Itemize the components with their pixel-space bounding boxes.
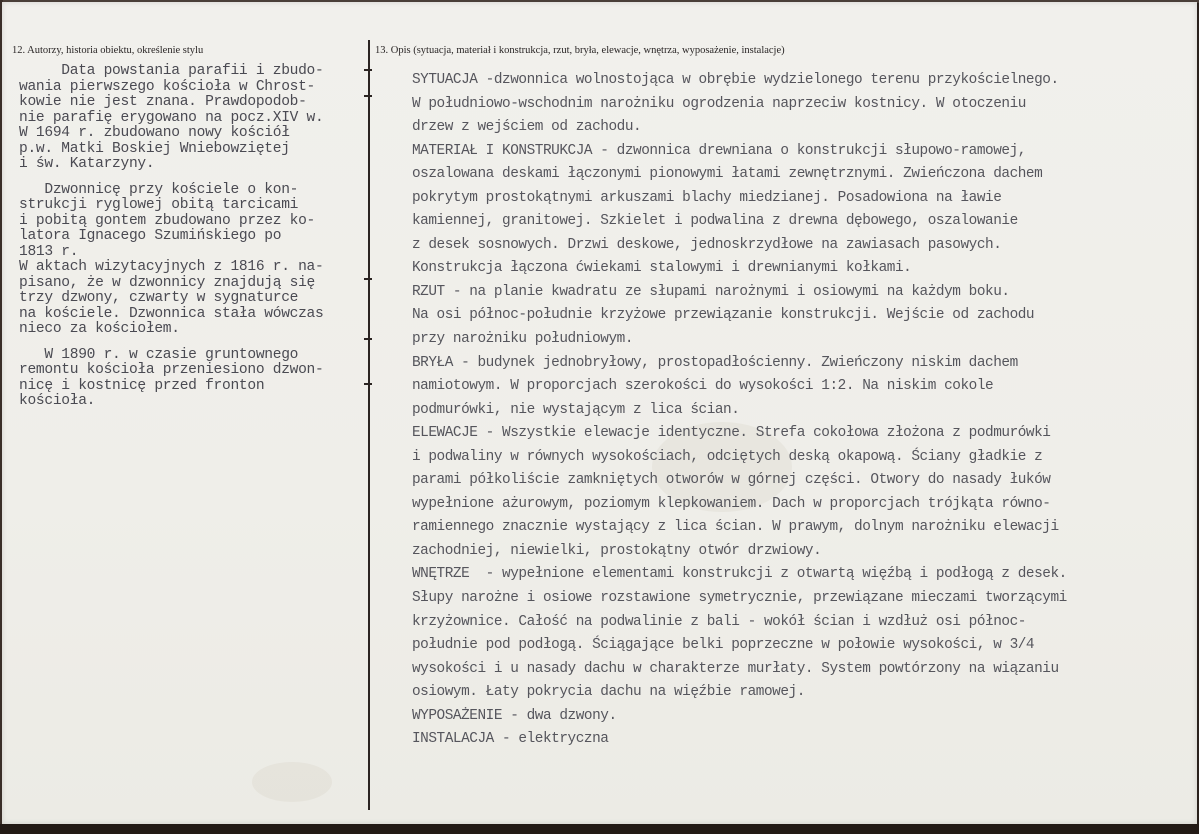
text-line: osiowym. Łaty pokrycia dachu na więźbie ramowej. <box>412 684 805 701</box>
text-line: na kościele. Dzwonnica stała wówczas <box>19 305 324 322</box>
text-line: W południowo-wschodnim narożniku ogrodzenia naprzeciw kostnicy. W otoczeniu <box>412 95 1026 112</box>
text-line: Konstrukcja łączona ćwiekami stalowymi i drewnianymi kołkami. <box>412 260 912 277</box>
text-line: przy narożniku południowym. <box>412 331 634 348</box>
history-paragraph-3 <box>19 348 369 410</box>
history-paragraph-2 <box>19 183 369 338</box>
text-line: i św. Katarzyny. <box>19 156 155 172</box>
text-line: trzy dzwony, czwarty w sygnaturce <box>19 290 299 306</box>
text-line: remontu kościoła przeniesiono dzwon- <box>19 362 324 378</box>
scan-edge-bottom <box>0 824 1199 834</box>
text-line: ramiennego znacznie wystający z lica ścian. W prawym, dolnym narożniku elewacji <box>412 519 1059 536</box>
text-line: strukcji ryglowej obitą tarcicami <box>19 197 299 213</box>
text-line: pisano, że w dzwonnicy znajdują się <box>19 274 316 291</box>
description-text-column <box>412 69 1199 752</box>
text-line: kościoła. <box>19 393 96 409</box>
text-line: latora Ignacego Szumińskiego po <box>19 228 282 244</box>
text-line: i pobitą gontem zbudowano przez ko- <box>19 212 316 229</box>
text-line: nicę i kostnicę przed fronton <box>19 377 265 394</box>
bryla-line: BRYŁA - budynek jednobryłowy, prostopadłościenny. Zwieńczony niskim dachem <box>412 354 1018 371</box>
instalacja-line: INSTALACJA - elektryczna <box>412 731 609 748</box>
history-paragraph-1 <box>19 64 369 173</box>
text-line: kowie nie jest znana. Prawdopodob- <box>19 94 307 110</box>
text-line: p.w. Matki Boskiej Wniebowziętej <box>19 140 290 157</box>
text-line: W aktach wizytacyjnych z 1816 r. na- <box>19 259 324 275</box>
text-line: zachodniej, niewielki, prostokątny otwór drzwiowy. <box>412 542 822 559</box>
text-line: krzyżownice. Całość na podwalinie z bali - wokół ścian i wzdłuż osi północ- <box>412 613 1026 630</box>
text-line: wania pierwszego kościoła w Chrost- <box>19 78 316 95</box>
text-line: Na osi północ-południe krzyżowe przewiązanie konstrukcji. Wejście od zachodu <box>412 307 1035 324</box>
text-line: 1813 r. <box>19 243 79 260</box>
text-line: wysokości i u nasady dachu w charakterze murłaty. System powtórzony na wiązaniu <box>412 660 1059 677</box>
text-line: namiotowym. W proporcjach szerokości do wysokości 1:2. Na niskim cokole <box>412 378 994 395</box>
text-line: W 1694 r. zbudowano nowy kościół <box>19 125 290 141</box>
text-line: pokrytym prostokątnymi arkuszami blachy miedzianej. Posadowiona na ławie <box>412 189 1002 206</box>
text-line: południe pod podłogą. Ściągające belki poprzeczne w połowie wysokości, w 3/4 <box>412 637 1035 654</box>
rzut-line: RZUT - na planie kwadratu ze słupami narożnymi i osiowymi na każdym boku. <box>412 283 1010 300</box>
text-line: parami półkoliście zamkniętych otworów w górnej części. Otwory do nasady łuków <box>412 472 1051 489</box>
text-line: Dzwonnicę przy kościele o kon- <box>19 181 299 198</box>
text-line: Słupy narożne i osiowe rozstawione symetrycznie, przewiązane mieczami tworzącymi <box>412 590 1067 607</box>
wyposazenie-line: WYPOSAŻENIE - dwa dzwony. <box>412 707 617 724</box>
text-line: nie parafię erygowano na pocz.XIV w. <box>19 109 324 126</box>
text-line: i podwaliny w równych wysokościach, odciętych deską okapową. Ściany gładkie z <box>412 448 1043 465</box>
text-line: W 1890 r. w czasie gruntownego <box>19 346 299 363</box>
history-text-column <box>19 64 369 420</box>
text-line: z desek sosnowych. Drzwi deskowe, jednoskrzydłowe na zawiasach pasowych. <box>412 236 1002 253</box>
sytuacja-line: SYTUACJA -dzwonnica wolnostojąca w obrębie wydzielonego terenu przykościelnego. <box>412 72 1059 88</box>
elewacje-line: ELEWACJE - Wszystkie elewacje identyczne. Strefa cokołowa złożona z podmurówki <box>412 425 1051 442</box>
text-line: wypełnione ażurowym, poziomym klepkowaniem. Dach w proporcjach trójkąta równo- <box>412 495 1051 512</box>
text-line: podmurówki, nie wystającym z lica ścian. <box>412 401 740 418</box>
text-line: oszalowana deskami łączonymi pionowymi łatami zewnętrznymi. Zwieńczona dachem <box>412 166 1043 183</box>
material-konstrukcja-line: MATERIAŁ I KONSTRUKCJA - dzwonnica drewniana o konstrukcji słupowo-ramowej, <box>412 142 1026 159</box>
paper-stain <box>252 762 332 802</box>
text-line: kamiennej, granitowej. Szkielet i podwalina z drewna dębowego, oszalowanie <box>412 213 1018 230</box>
text-line: nieco za kościołem. <box>19 321 180 337</box>
text-line: Data powstania parafii i zbudo- <box>19 63 324 79</box>
section-12-header: 12. Autorzy, historia obiektu, określenie stylu <box>12 45 204 56</box>
text-line: drzew z wejściem od zachodu. <box>412 119 642 136</box>
wnetrze-line: WNĘTRZE - wypełnione elementami konstrukcji z otwartą więźbą i podłogą z desek. <box>412 566 1067 583</box>
section-13-header: 13. Opis (sytuacja, materiał i konstrukcja, rzut, bryła, elewacje, wnętrza, wyposażenie, instalacje) <box>375 45 785 56</box>
document-sheet <box>2 2 1197 824</box>
